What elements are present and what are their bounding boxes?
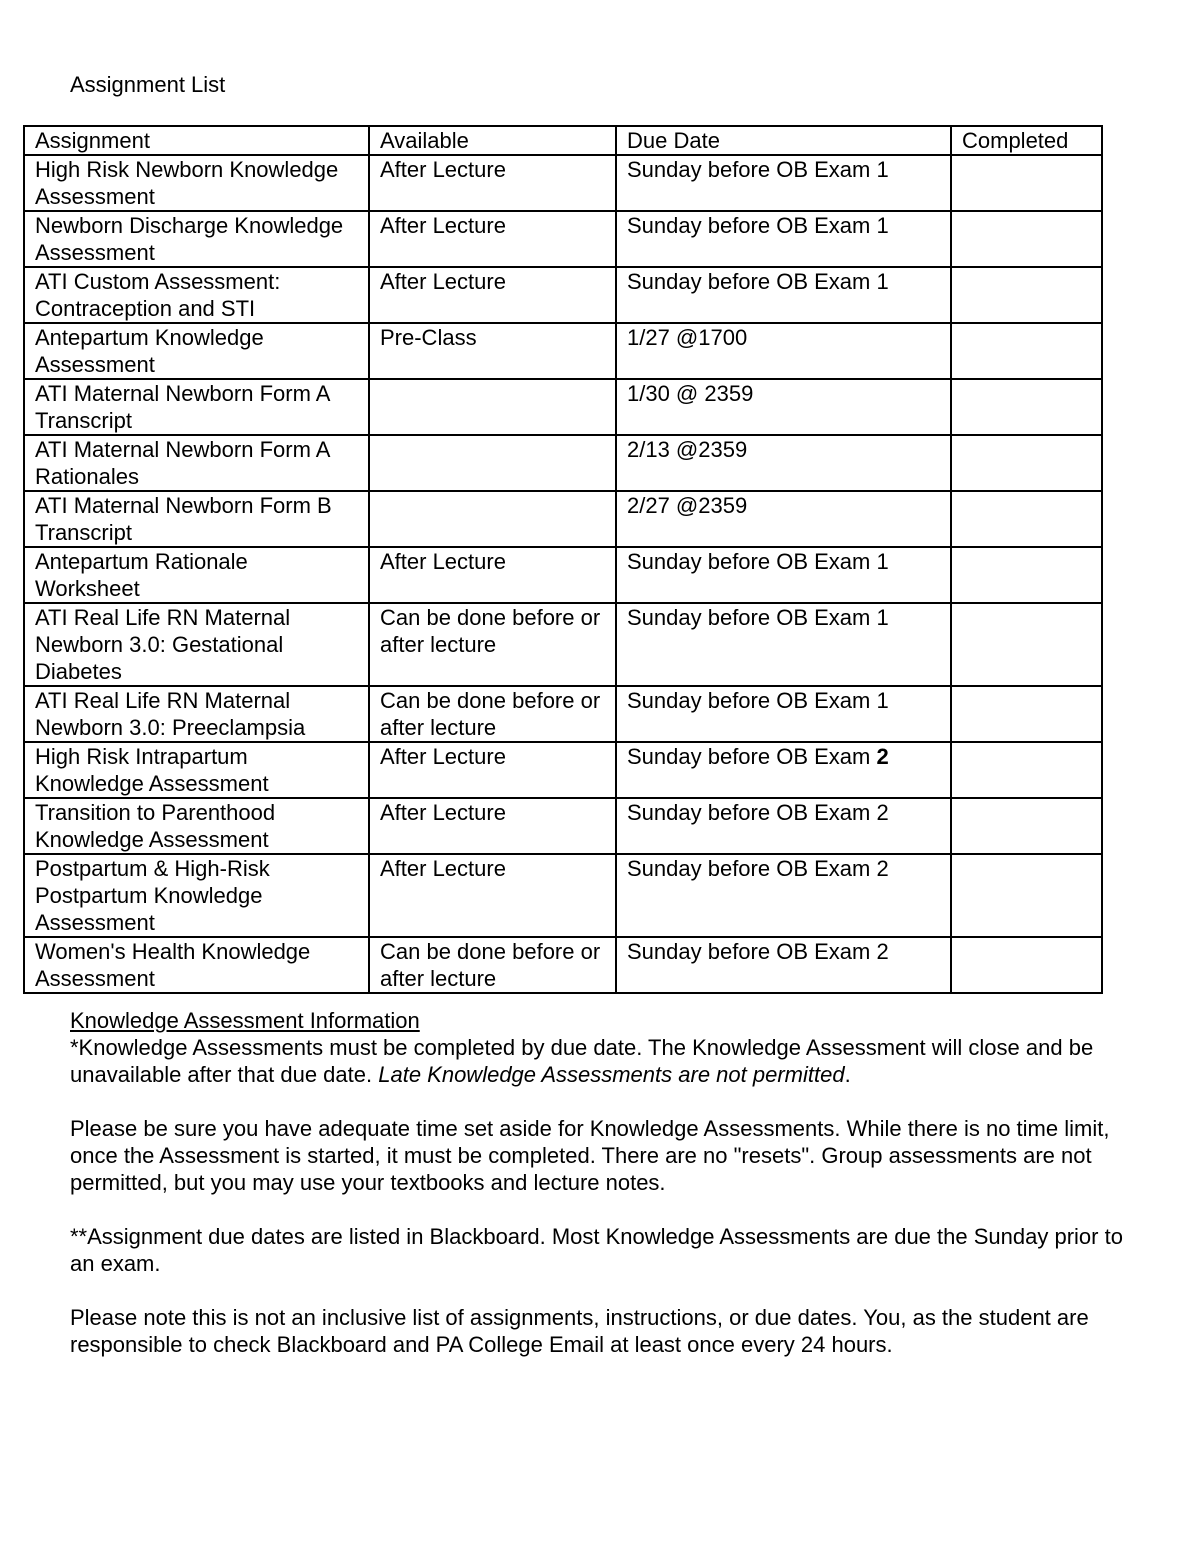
header-available: Available — [369, 126, 616, 155]
cell-due-date: Sunday before OB Exam 1 — [616, 603, 951, 686]
table-row — [24, 379, 1102, 435]
cell-due-date: Sunday before OB Exam 2 — [616, 937, 951, 993]
cell-completed — [951, 603, 1102, 686]
cell-due-date: Sunday before OB Exam 1 — [616, 686, 951, 742]
cell-assignment: Women's Health Knowledge Assessment — [24, 937, 369, 993]
cell-completed — [951, 211, 1102, 267]
info-paragraph-blackboard: **Assignment due dates are listed in Blackboard. Most Knowledge Assessments are due the Sunday prior to an exam. — [70, 1224, 1123, 1276]
header-assignment: Assignment — [24, 126, 369, 155]
header-completed: Completed — [951, 126, 1102, 155]
cell-available: Pre-Class — [369, 323, 616, 379]
cell-assignment: High Risk Intrapartum Knowledge Assessment — [24, 742, 369, 798]
cell-available: After Lecture — [369, 798, 616, 854]
table-row — [24, 854, 1102, 937]
cell-due-date: 2/13 @2359 — [616, 435, 951, 491]
info-text-end: . — [844, 1062, 851, 1087]
cell-due-date: Sunday before OB Exam 1 — [616, 547, 951, 603]
table-row — [24, 742, 1102, 798]
cell-available: After Lecture — [369, 742, 616, 798]
table-row — [24, 155, 1102, 211]
cell-assignment: ATI Maternal Newborn Form A Rationales — [24, 435, 369, 491]
table-row — [24, 267, 1102, 323]
table-header-row — [24, 126, 1102, 155]
cell-available: After Lecture — [369, 155, 616, 211]
cell-available: Can be done before or after lecture — [369, 686, 616, 742]
cell-completed — [951, 323, 1102, 379]
table-row — [24, 491, 1102, 547]
cell-due-date: Sunday before OB Exam 2 — [616, 854, 951, 937]
cell-completed — [951, 937, 1102, 993]
table-row — [24, 686, 1102, 742]
assignment-table — [23, 125, 1103, 994]
cell-completed — [951, 267, 1102, 323]
table-row — [24, 937, 1102, 993]
table-row — [24, 603, 1102, 686]
cell-completed — [951, 379, 1102, 435]
cell-completed — [951, 435, 1102, 491]
table-row — [24, 435, 1102, 491]
cell-available — [369, 491, 616, 547]
cell-completed — [951, 798, 1102, 854]
info-paragraph-time: Please be sure you have adequate time set aside for Knowledge Assessments. While there is no time limit, once the Assessment is started, it must be completed. There are no "resets". Group assessments are not permitted, but you may use your textbooks and lecture notes. — [70, 1116, 1110, 1195]
cell-due-date: Sunday before OB Exam 1 — [616, 155, 951, 211]
table-row — [24, 211, 1102, 267]
cell-available: Can be done before or after lecture — [369, 603, 616, 686]
cell-completed — [951, 854, 1102, 937]
cell-assignment: ATI Real Life RN Maternal Newborn 3.0: Gestational Diabetes — [24, 603, 369, 686]
cell-available: Can be done before or after lecture — [369, 937, 616, 993]
cell-assignment: Postpartum & High-Risk Postpartum Knowledge Assessment — [24, 854, 369, 937]
cell-due-date: Sunday before OB Exam 1 — [616, 211, 951, 267]
cell-available: After Lecture — [369, 547, 616, 603]
cell-due-date: Sunday before OB Exam 2 — [616, 798, 951, 854]
due-date-exam-number: 2 — [876, 744, 889, 769]
table-row — [24, 323, 1102, 379]
info-text: *Knowledge Assessments must be completed by due date. The Knowledge Assessment will close and be unavailable after that due date. — [70, 1035, 1094, 1087]
cell-due-date: 1/30 @ 2359 — [616, 379, 951, 435]
cell-due-date: 1/27 @1700 — [616, 323, 951, 379]
due-date-text: Sunday before OB Exam — [627, 744, 877, 769]
cell-due-date — [616, 742, 951, 798]
cell-assignment: ATI Real Life RN Maternal Newborn 3.0: Preeclampsia — [24, 686, 369, 742]
cell-completed — [951, 547, 1102, 603]
info-paragraph-due-date — [70, 1034, 1140, 1088]
cell-assignment: Newborn Discharge Knowledge Assessment — [24, 211, 369, 267]
cell-due-date: Sunday before OB Exam 1 — [616, 267, 951, 323]
page-title: Assignment List — [70, 72, 226, 97]
late-policy-italic: Late Knowledge Assessments are not permitted — [378, 1062, 845, 1087]
cell-assignment: ATI Maternal Newborn Form A Transcript — [24, 379, 369, 435]
cell-completed — [951, 491, 1102, 547]
cell-available: After Lecture — [369, 211, 616, 267]
cell-completed — [951, 742, 1102, 798]
cell-completed — [951, 155, 1102, 211]
cell-available — [369, 435, 616, 491]
cell-available — [369, 379, 616, 435]
cell-assignment: Transition to Parenthood Knowledge Assessment — [24, 798, 369, 854]
cell-assignment: Antepartum Knowledge Assessment — [24, 323, 369, 379]
cell-available: After Lecture — [369, 267, 616, 323]
table-row — [24, 547, 1102, 603]
cell-assignment: High Risk Newborn Knowledge Assessment — [24, 155, 369, 211]
info-heading: Knowledge Assessment Information — [70, 1008, 420, 1033]
table-row — [24, 798, 1102, 854]
cell-available: After Lecture — [369, 854, 616, 937]
cell-due-date: 2/27 @2359 — [616, 491, 951, 547]
header-due-date: Due Date — [616, 126, 951, 155]
cell-assignment: ATI Maternal Newborn Form B Transcript — [24, 491, 369, 547]
cell-assignment: ATI Custom Assessment: Contraception and STI — [24, 267, 369, 323]
cell-assignment: Antepartum Rationale Worksheet — [24, 547, 369, 603]
info-paragraph-disclaimer: Please note this is not an inclusive list of assignments, instructions, or due dates. You, as the student are responsible to check Blackboard and PA College Email at least once every 24 hours. — [70, 1305, 1089, 1357]
knowledge-assessment-info — [70, 1007, 1140, 1358]
cell-completed — [951, 686, 1102, 742]
